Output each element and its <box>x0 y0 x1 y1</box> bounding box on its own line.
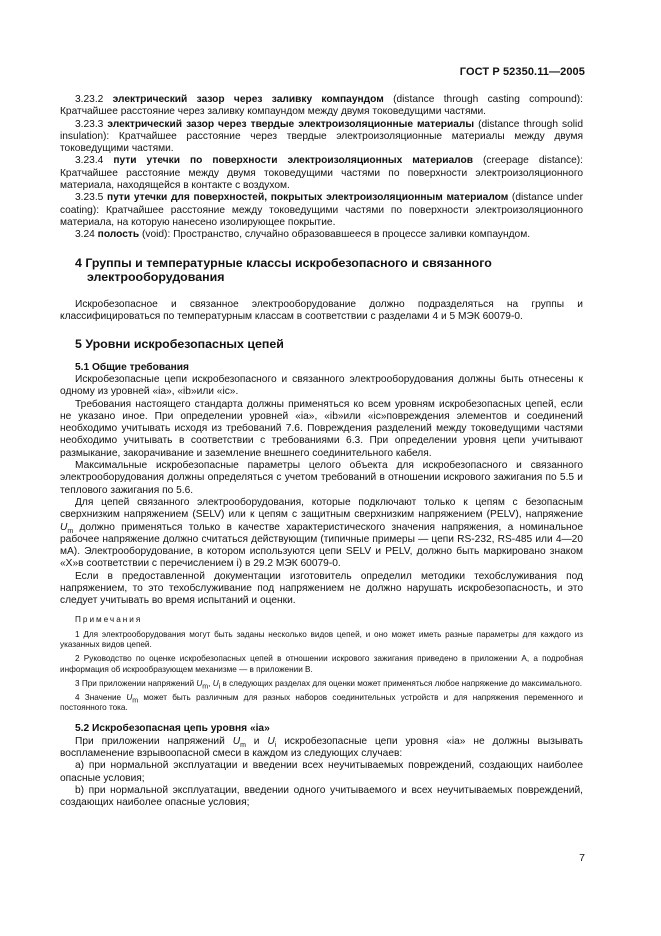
document-header: ГОСТ Р 52350.11—2005 <box>459 66 585 78</box>
subsection-5-1-title: 5.1 Общие требования <box>75 361 189 373</box>
def-3-23-3: 3.23.3 электрический зазор через твердые электроизоляционные материалы (distance through solid insulation): Кратчайшее расстояние через твердые электроизоляционные материалы между двумя токоведущими частями. <box>60 118 583 155</box>
note-3: 3 При приложении напряжений $U_m$, $U_i$ в следующих разделах для оценки может применяться любое напряжение до максимального. <box>75 678 583 691</box>
section-4-title: 4 Группы и температурные классы искробезопасного и связанного электрооборудования <box>75 255 492 285</box>
section-5-1-para-1: Искробезопасные цепи искробезопасного и связанного электрооборудования должны быть отнесены к одному из уровней «ia», «ib»или «ic». <box>60 373 583 398</box>
section-5-2-para: При приложении напряжений $U_m$ и $U_i$ искробезопасные цепи уровня «ia» не должны вызывать воспламенение взрывоопасной смеси в каждом из следующих случаев: <box>60 735 583 759</box>
list-item-b: b) при нормальной эксплуатации, введении одного учитываемого и всех неучитываемых повреждений, создающих наиболее опасные условия; <box>60 784 583 809</box>
section-5-1-para-5: Если в предоставленной документации изготовитель определил методики техобслуживания под напряжением, то это техобслуживание под напряжением не должно нарушать искробезопасность, и это следует учитывать во время испытаний и оценки. <box>60 570 583 607</box>
page-content <box>60 94 583 809</box>
section-5-1-para-2: Требования настоящего стандарта должны применяться ко всем уровням искробезопасных цепей, если не указано иное. При определении уровней «ia», «ib»или «ic»повреждения элементов и соединений необходимо учитывать исходя из требований 7.6. Повреждения разделений между токоведущими частями необходимо учитывать в соответствии с требованиями 6.3. При определении уровня цепи учитывают размыкание, закорачивание и заземление внешнего соединительного кабеля. <box>60 398 583 459</box>
section-5-title: 5 Уровни искробезопасных цепей <box>75 337 284 352</box>
def-3-24: 3.24 полость (void): Пространство, случайно образовавшееся в процессе заливки компаундом. <box>75 229 531 241</box>
section-4-paragraph: Искробезопасное и связанное электрооборудование должно подразделяться на группы и классифицироваться по температурным классам в соответствии с разделами 4 и 5 МЭК 60079-0. <box>60 298 583 322</box>
subsection-5-2-title: 5.2 Искробезопасная цепь уровня «ia» <box>75 723 270 735</box>
notes-heading: Примечания <box>75 614 143 624</box>
page-number: 7 <box>579 852 585 864</box>
note-1: 1 Для электрооборудования могут быть заданы несколько видов цепей, и оно может иметь разные параметры для каждого из указанных видов цепей. <box>60 629 583 650</box>
def-3-23-2: 3.23.2 электрический зазор через заливку компаундом (distance through casting compound): Кратчайшее расстояние через заливку компаундом между двумя токоведущими частями. <box>60 94 583 118</box>
def-3-23-5: 3.23.5 пути утечки для поверхностей, покрытых электроизоляционным материалом (distance under coating): Кратчайшее расстояние между токоведущими частями по поверхности электроизоляционного материала, на которую нанесено изолирующее покрытие. <box>60 192 583 228</box>
section-5-1-para-3: Максимальные искробезопасные параметры целого объекта для искробезопасного и связанного электрооборудования должны определяться с учетом требований в отношении искрового зажигания по 5.5 и теплового зажигания по 5.6. <box>60 460 583 496</box>
def-3-23-4: 3.23.4 пути утечки по поверхности электроизоляционных материалов (creepage distance): Кратчайшее расстояние между двумя токоведущими частями по поверхности электроизоляционного материала, находящейся в контакте с воздухом. <box>60 155 583 192</box>
note-2: 2 Руководство по оценке искробезопасных цепей в отношении искрового зажигания приведено в приложении А, а подробная информация об искрообразующем механизме — в приложении В. <box>60 654 583 674</box>
section-5-1-para-4: Для цепей связанного электрооборудования, которые подключают только к цепям с безопасным сверхнизким напряжением (SELV) или к цепям с защитным сверхнизким напряжением (PELV), напряжение $U_m$ должно применяться только в качестве характеристического значения напряжения, а номинальное рабочее напряжение должно считаться действующим (типичные примеры — цепи RS-232, RS-485 или 4—20 мА). Электрооборудование, в котором используются цепи SELV и PELV, должно быть маркировано знаком «X»в соответствии с перечислением i) в 29.2 МЭК 60079-0. <box>60 496 583 570</box>
note-4: 4 Значение $U_m$ может быть различным для разных наборов соединительных устройств и для напряжения переменного и постоянного тока. <box>60 692 583 713</box>
list-item-a: a) при нормальной эксплуатации и введении всех неучитываемых повреждений, создающих наиболее опасные условия; <box>60 760 583 784</box>
